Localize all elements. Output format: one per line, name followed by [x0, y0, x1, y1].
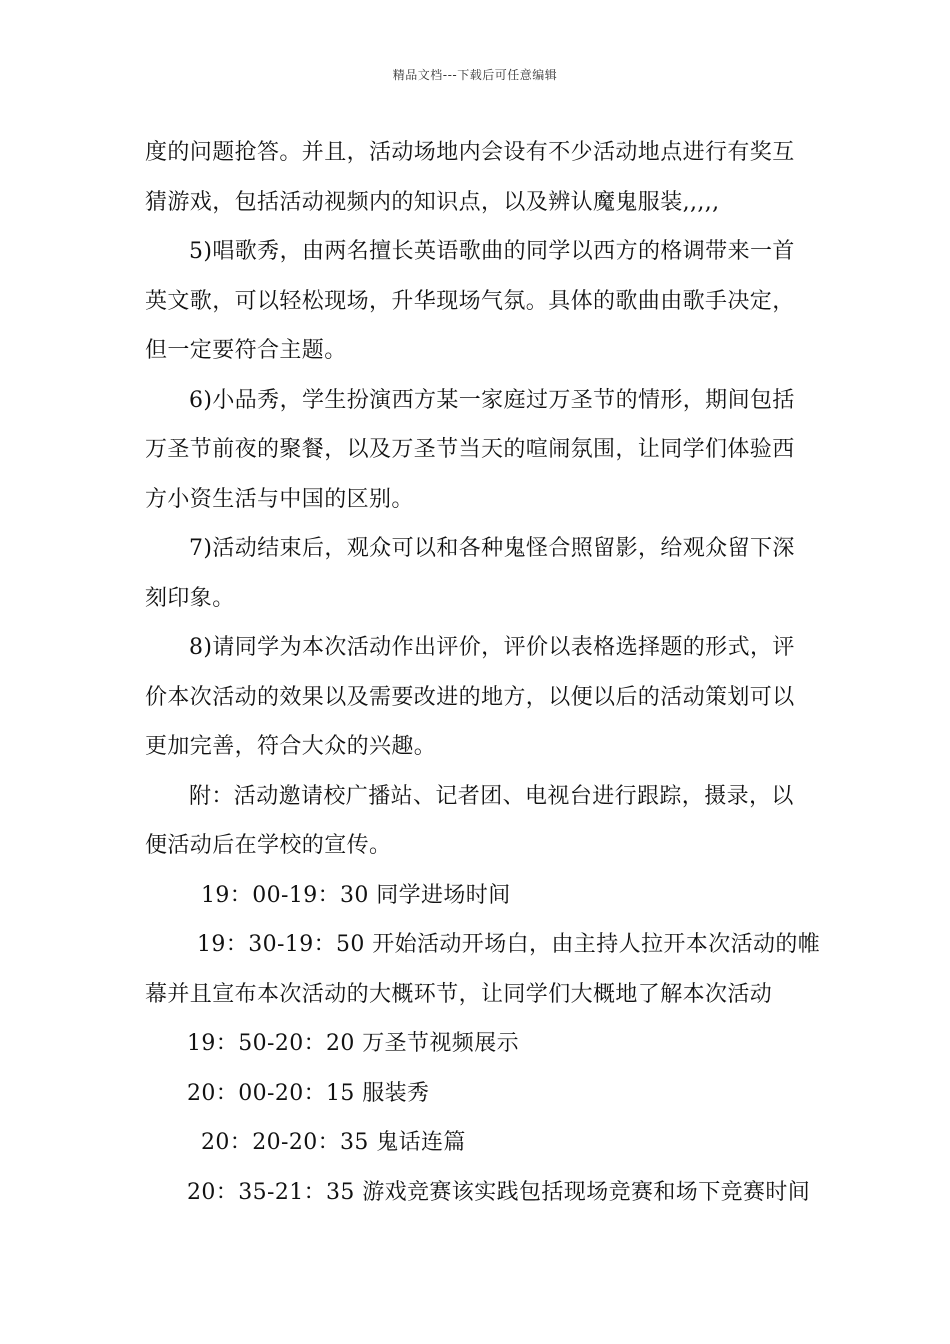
text-line: 6)小品秀，学生扮演西方某一家庭过万圣节的情形，期间包括 — [189, 387, 795, 413]
text-line: 更加完善，符合大众的兴趣。 — [145, 734, 437, 759]
text-line: 度的问题抢答。并且，活动场地内会设有不少活动地点进行有奖互 — [145, 140, 795, 165]
schedule-list — [145, 871, 821, 1218]
text-line: 刻印象。 — [145, 585, 235, 611]
schedule-item-continuation: 幕并且宣布本次活动的大概环节，让同学们大概地了解本次活动 — [145, 981, 773, 1007]
text-line: 附：活动邀请校广播站、记者团、电视台进行跟踪，摄录，以 — [189, 783, 794, 809]
text-line: 便活动后在学校的宣传。 — [145, 833, 392, 858]
schedule-item: 20：20-20：35 鬼话连篇 — [201, 1130, 466, 1155]
text-line: 7)活动结束后，观众可以和各种鬼怪合照留影，给观众留下深 — [189, 536, 795, 561]
text-line: 猜游戏，包括活动视频内的知识点，以及辨认魔鬼服装,,,,, — [145, 189, 720, 215]
paragraph-appendix — [145, 772, 815, 871]
document-body — [145, 128, 821, 1217]
page-header: 精品文档---下载后可任意编辑 — [392, 68, 558, 82]
text-line: 方小资生活与中国的区别。 — [145, 486, 414, 512]
text-line: 万圣节前夜的聚餐，以及万圣节当天的喧闹氛围，让同学们体验西 — [145, 437, 795, 462]
schedule-item: 20：35-21：35 游戏竞赛该实践包括现场竞赛和场下竞赛时间 — [187, 1179, 811, 1205]
paragraph-continuation — [145, 128, 815, 227]
text-line: 价本次活动的效果以及需要改进的地方，以便以后的活动策划可以 — [145, 684, 795, 710]
text-line: 但一定要符合主题。 — [145, 338, 347, 363]
paragraph-item-7 — [145, 524, 815, 623]
paragraph-item-5 — [145, 227, 815, 376]
schedule-item: 19：30-19：50 开始活动开场白，由主持人拉开本次活动的帷 — [197, 932, 821, 957]
text-line: 英文歌，可以轻松现场，升华现场气氛。具体的歌曲由歌手决定， — [145, 288, 795, 314]
text-line: 8)请同学为本次活动作出评价，评价以表格选择题的形式，评 — [189, 635, 795, 660]
text-line: 5)唱歌秀，由两名擅长英语歌曲的同学以西方的格调带来一首 — [189, 239, 795, 264]
schedule-item: 19：00-19：30 同学进场时间 — [201, 882, 511, 908]
paragraph-item-6 — [145, 376, 815, 525]
paragraph-item-8 — [145, 623, 815, 772]
schedule-item: 20：00-20：15 服装秀 — [187, 1080, 430, 1106]
schedule-item: 19：50-20：20 万圣节视频展示 — [187, 1031, 520, 1056]
